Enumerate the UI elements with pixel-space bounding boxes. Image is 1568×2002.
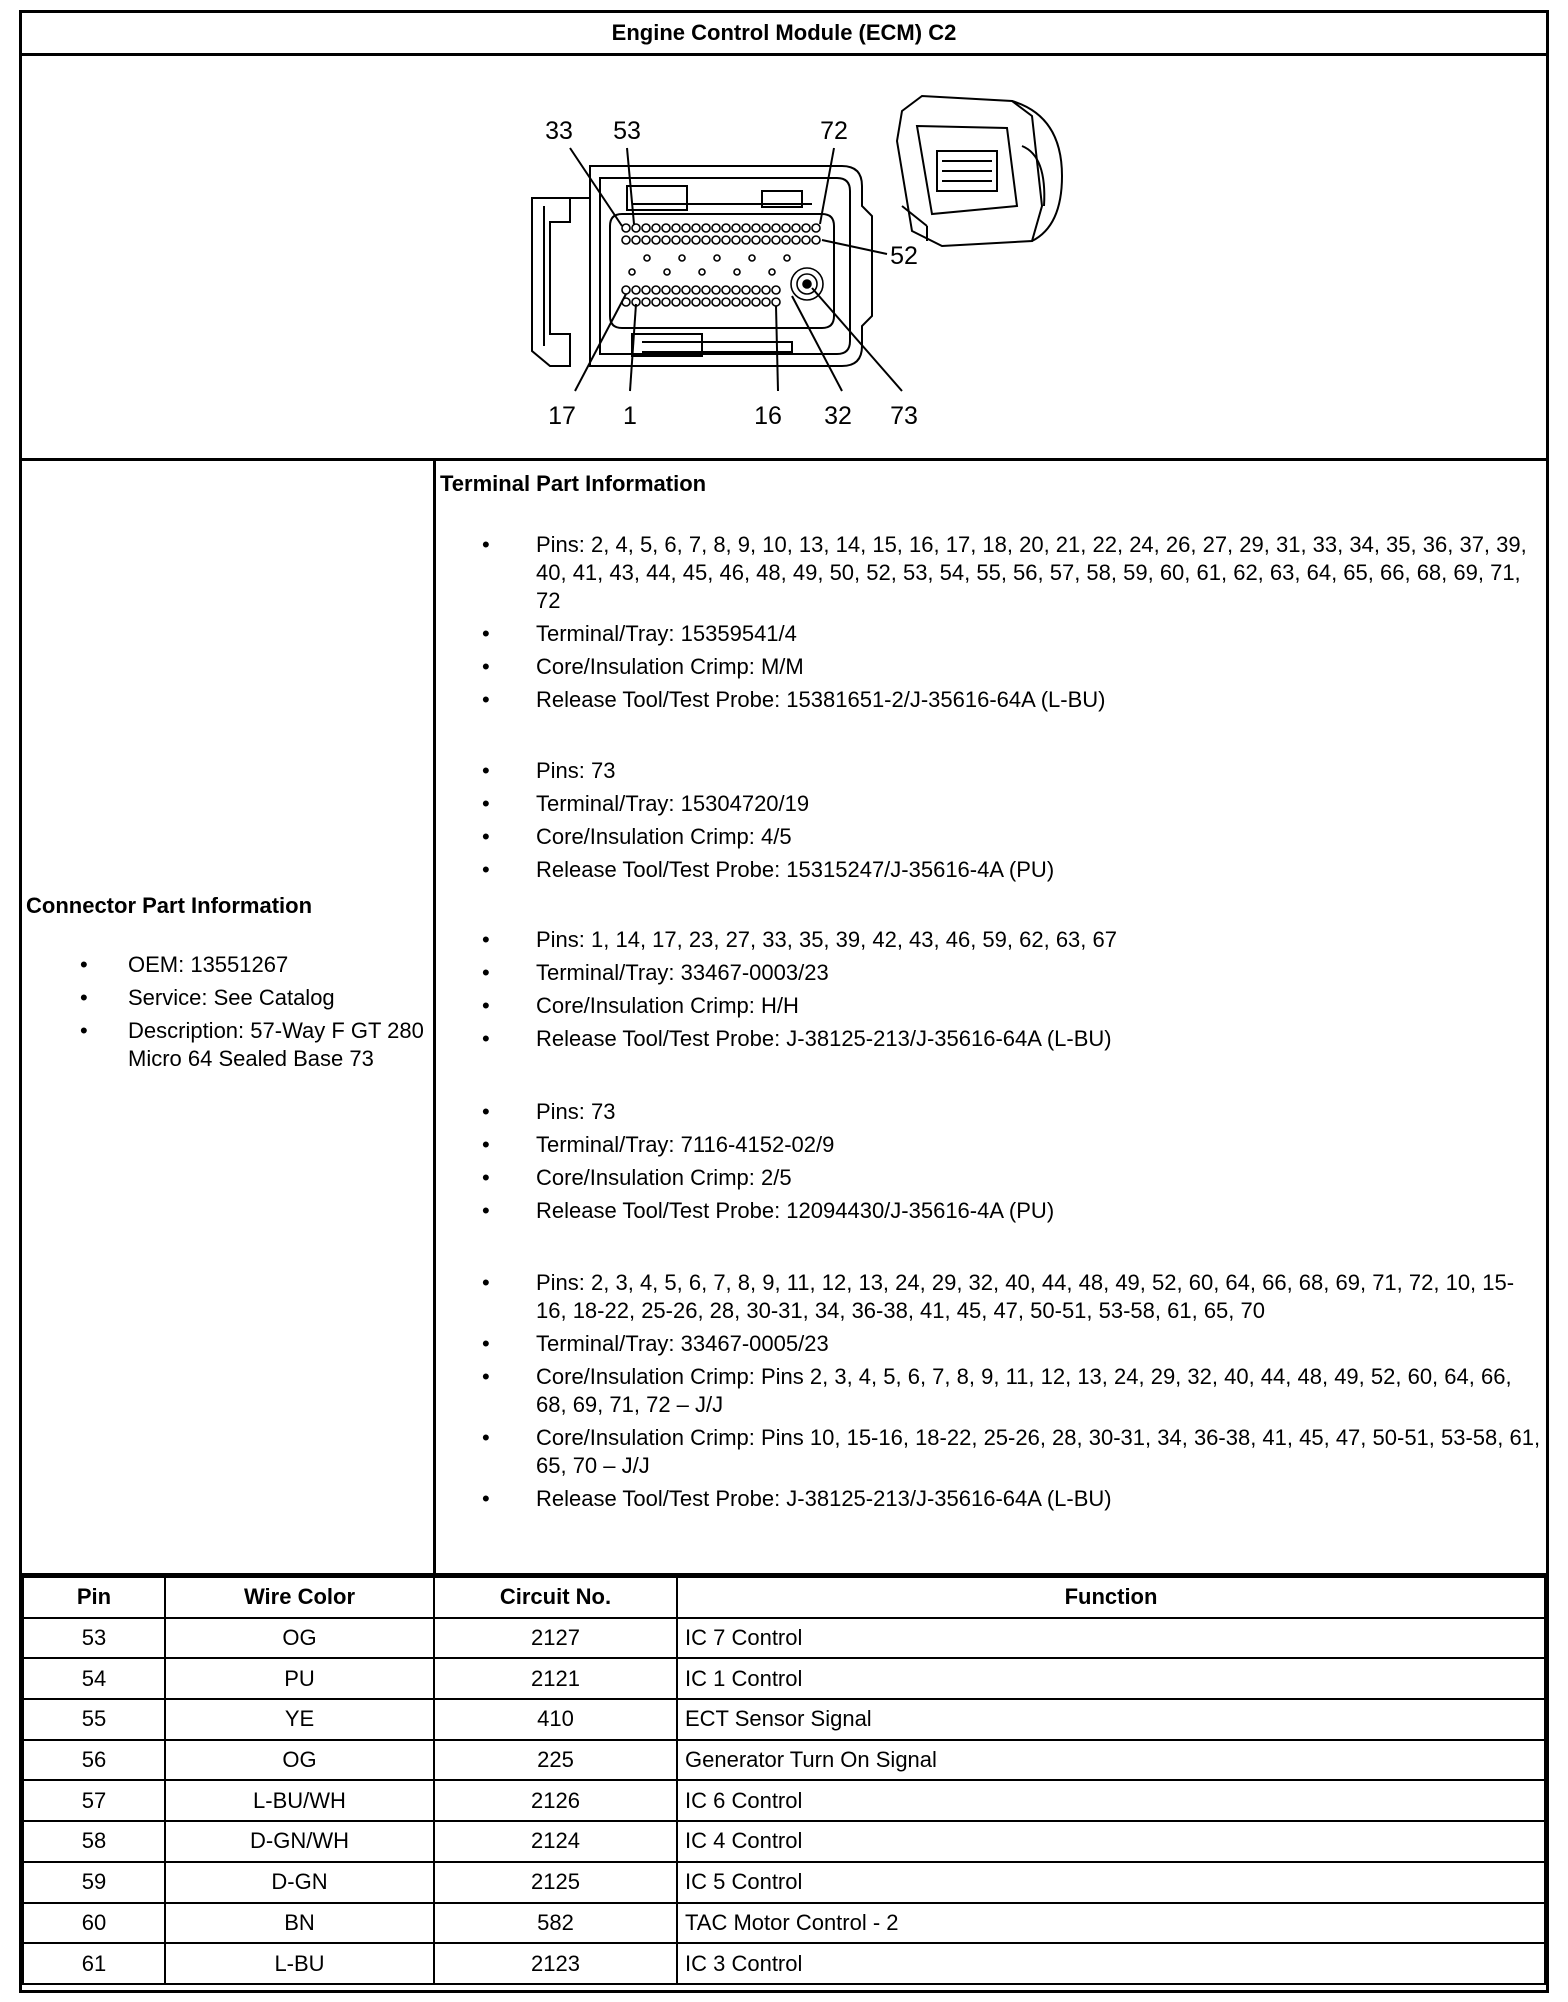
- circuit-cell: 2127: [434, 1618, 677, 1659]
- callout-1: 1: [623, 402, 637, 430]
- list-item: • Pins: 73: [436, 757, 1542, 785]
- function-cell: IC 6 Control: [677, 1780, 1545, 1821]
- list-item: • Pins: 73: [436, 1098, 1542, 1126]
- list-item: • Release Tool/Test Probe: 12094430/J-35616-4A (PU): [436, 1197, 1542, 1225]
- pin-cell: 55: [23, 1699, 165, 1740]
- table-row: [23, 1740, 1545, 1781]
- connector-drawing: [22, 56, 1546, 458]
- pin-cell: 60: [23, 1903, 165, 1944]
- pin-cell: 56: [23, 1740, 165, 1781]
- terminal-group: [436, 757, 1542, 889]
- function-cell: IC 1 Control: [677, 1658, 1545, 1699]
- list-item: • Core/Insulation Crimp: Pins 10, 15-16, 18-22, 25-26, 28, 30-31, 34, 36-38, 41, 45, 47, 50-51, 53-58, 61, 65, 70 – J/J: [436, 1424, 1542, 1480]
- list-item: • Pins: 2, 4, 5, 6, 7, 8, 9, 10, 13, 14, 15, 16, 17, 18, 20, 21, 22, 24, 26, 27, 29, 31, 33, 34, 35, 36, 37, 39, 40, 41, 43, 44, 45, 46, 48, 49, 50, 52, 53, 54, 55, 56, 57, 58, 59, 60, 61, 62, 63, 64, 65, 66, 68, 69, 71, 72: [436, 531, 1542, 615]
- function-cell: ECT Sensor Signal: [677, 1699, 1545, 1740]
- table-row: [23, 1821, 1545, 1862]
- function-cell: IC 7 Control: [677, 1618, 1545, 1659]
- circuit-cell: 2121: [434, 1658, 677, 1699]
- function-cell: IC 5 Control: [677, 1862, 1545, 1903]
- list-item: • Terminal/Tray: 15304720/19: [436, 790, 1542, 818]
- list-item: • Core/Insulation Crimp: M/M: [436, 653, 1542, 681]
- terminal-group: [436, 531, 1542, 719]
- list-item: • OEM: 13551267: [26, 951, 426, 979]
- pin-table: [22, 1576, 1546, 1985]
- function-cell: TAC Motor Control - 2: [677, 1903, 1545, 1944]
- wire-color-cell: D-GN: [165, 1862, 434, 1903]
- column-header: Wire Color: [165, 1577, 434, 1618]
- circuit-cell: 2124: [434, 1821, 677, 1862]
- terminal-group: [436, 926, 1542, 1058]
- callout-33: 33: [545, 117, 573, 145]
- list-item: • Pins: 1, 14, 17, 23, 27, 33, 35, 39, 42, 43, 46, 59, 62, 63, 67: [436, 926, 1542, 954]
- list-item: • Release Tool/Test Probe: 15381651-2/J-35616-64A (L-BU): [436, 686, 1542, 714]
- wire-color-cell: PU: [165, 1658, 434, 1699]
- table-row: [23, 1780, 1545, 1821]
- list-item: • Release Tool/Test Probe: J-38125-213/J-35616-64A (L-BU): [436, 1485, 1542, 1513]
- wire-color-cell: OG: [165, 1740, 434, 1781]
- wire-color-cell: L-BU: [165, 1943, 434, 1984]
- list-item: • Release Tool/Test Probe: 15315247/J-35616-4A (PU): [436, 856, 1542, 884]
- connector-part-info: [22, 461, 433, 1573]
- pin-cell: 54: [23, 1658, 165, 1699]
- column-header: Circuit No.: [434, 1577, 677, 1618]
- wire-color-cell: L-BU/WH: [165, 1780, 434, 1821]
- list-item: • Core/Insulation Crimp: Pins 2, 3, 4, 5, 6, 7, 8, 9, 11, 12, 13, 24, 29, 32, 40, 44, 48, 49, 52, 60, 64, 66, 68, 69, 71, 72 – J/J: [436, 1363, 1542, 1419]
- wire-color-cell: YE: [165, 1699, 434, 1740]
- pin-cell: 61: [23, 1943, 165, 1984]
- list-item: • Pins: 2, 3, 4, 5, 6, 7, 8, 9, 11, 12, 13, 24, 29, 32, 40, 44, 48, 49, 52, 60, 64, 66, 68, 69, 71, 72, 10, 15-16, 18-22, 25-26, 28, 30-31, 34, 36-38, 41, 45, 47, 50-51, 53-58, 61, 65, 70: [436, 1269, 1542, 1325]
- connector-info-list: [26, 951, 426, 1078]
- table-row: [23, 1699, 1545, 1740]
- connector-diagram: [22, 56, 1546, 458]
- list-item: • Description: 57-Way F GT 280 Micro 64 Sealed Base 73: [26, 1017, 426, 1073]
- table-header-row: [23, 1577, 1545, 1618]
- pin-cell: 58: [23, 1821, 165, 1862]
- callout-53: 53: [613, 117, 641, 145]
- column-header: Pin: [23, 1577, 165, 1618]
- callout-16: 16: [754, 402, 782, 430]
- circuit-cell: 2125: [434, 1862, 677, 1903]
- function-cell: IC 3 Control: [677, 1943, 1545, 1984]
- circuit-cell: 410: [434, 1699, 677, 1740]
- terminal-group: [436, 1269, 1542, 1518]
- terminal-group: [436, 1098, 1542, 1230]
- terminal-info-heading: Terminal Part Information: [440, 471, 707, 496]
- circuit-cell: 225: [434, 1740, 677, 1781]
- list-item: • Core/Insulation Crimp: H/H: [436, 992, 1542, 1020]
- table-row: [23, 1862, 1545, 1903]
- circuit-cell: 2123: [434, 1943, 677, 1984]
- wire-color-cell: BN: [165, 1903, 434, 1944]
- circuit-cell: 2126: [434, 1780, 677, 1821]
- wire-color-cell: OG: [165, 1618, 434, 1659]
- connector-info-heading: Connector Part Information: [26, 893, 313, 918]
- list-item: • Terminal/Tray: 33467-0005/23: [436, 1330, 1542, 1358]
- list-item: • Core/Insulation Crimp: 4/5: [436, 823, 1542, 851]
- pin-cell: 53: [23, 1618, 165, 1659]
- pin-cell: 59: [23, 1862, 165, 1903]
- callout-32: 32: [824, 402, 852, 430]
- function-cell: IC 4 Control: [677, 1821, 1545, 1862]
- circuit-cell: 582: [434, 1903, 677, 1944]
- table-row: [23, 1658, 1545, 1699]
- function-cell: Generator Turn On Signal: [677, 1740, 1545, 1781]
- wire-color-cell: D-GN/WH: [165, 1821, 434, 1862]
- terminal-part-info: [436, 461, 1546, 1573]
- list-item: • Core/Insulation Crimp: 2/5: [436, 1164, 1542, 1192]
- list-item: • Terminal/Tray: 33467-0003/23: [436, 959, 1542, 987]
- table-row: [23, 1903, 1545, 1944]
- list-item: • Service: See Catalog: [26, 984, 426, 1012]
- list-item: • Release Tool/Test Probe: J-38125-213/J-35616-64A (L-BU): [436, 1025, 1542, 1053]
- page-title: Engine Control Module (ECM) C2: [611, 20, 957, 45]
- callout-17: 17: [548, 402, 576, 430]
- pin-cell: 57: [23, 1780, 165, 1821]
- list-item: • Terminal/Tray: 15359541/4: [436, 620, 1542, 648]
- column-header: Function: [677, 1577, 1545, 1618]
- table-row: [23, 1618, 1545, 1659]
- connector-sheet: [19, 10, 1549, 1993]
- table-row: [23, 1943, 1545, 1984]
- callout-73: 73: [890, 402, 918, 430]
- callout-72: 72: [820, 117, 848, 145]
- callout-52: 52: [890, 242, 918, 270]
- list-item: • Terminal/Tray: 7116-4152-02/9: [436, 1131, 1542, 1159]
